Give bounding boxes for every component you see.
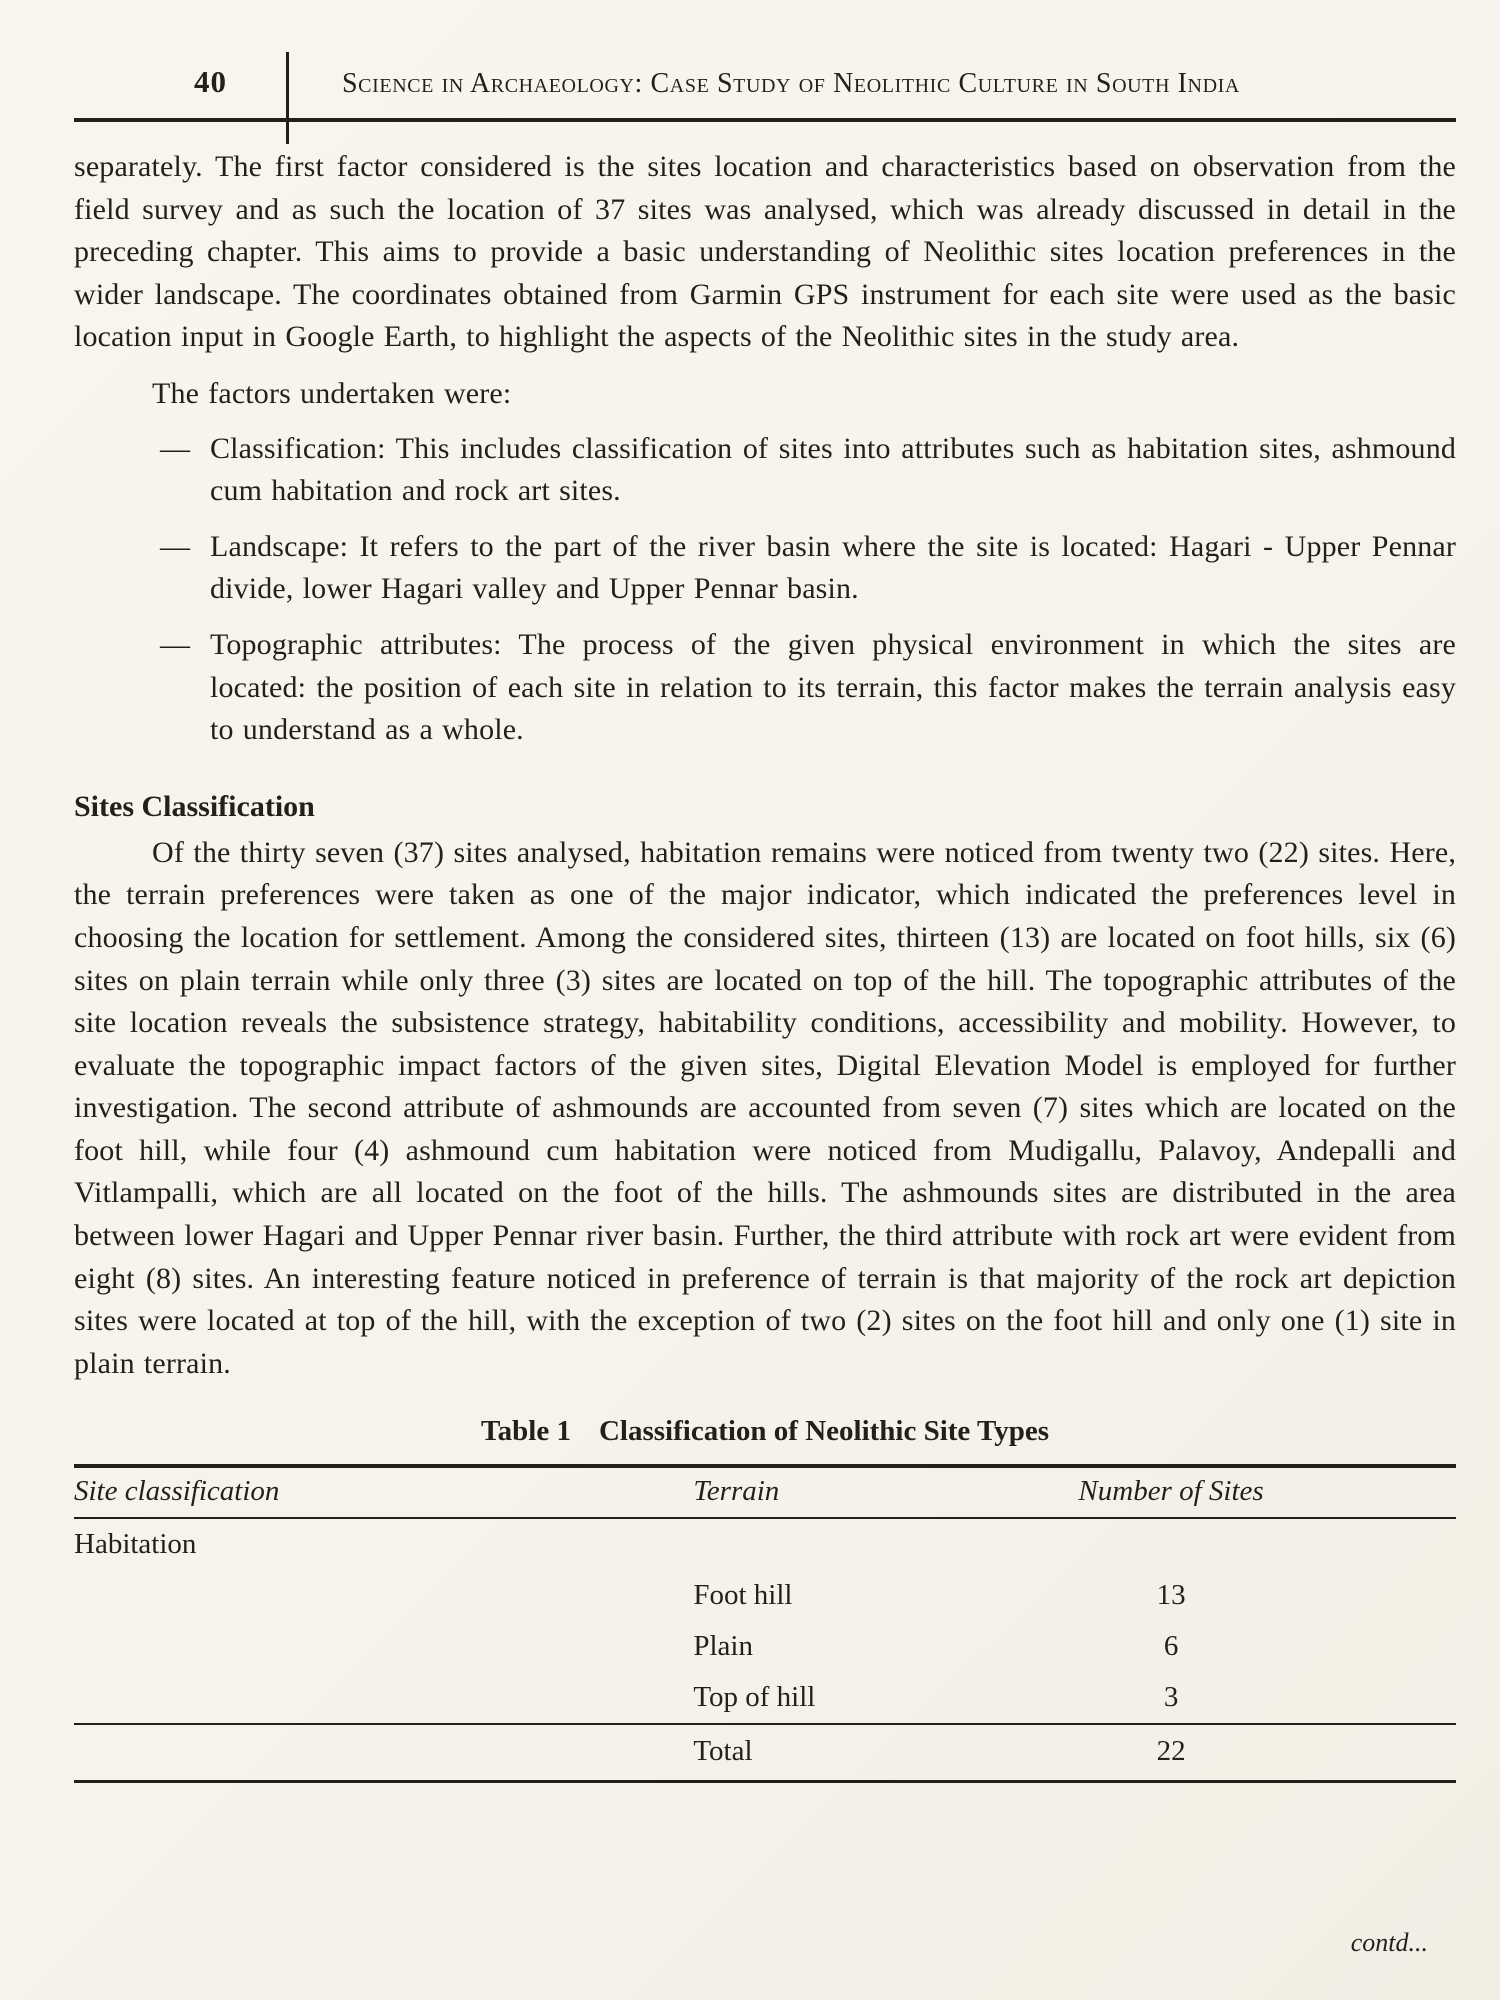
paragraph-continuation: separately. The first factor considered is the sites location and characteristics based on observation from the field survey and as such the location of 37 sites was analysed, which was already discussed in detail in the preceding chapter. This aims to provide a basic understanding of Neolithic sites location preferences in the wider landscape. The coordinates obtained from Garmin GPS instrument for each site were used as the basic location input in Google Earth, to highlight the aspects of the Neolithic sites in the study area. (74, 150, 1456, 354)
table-row (74, 1570, 1456, 1621)
cell-terrain: Total (693, 1724, 1078, 1782)
cell-terrain (693, 1518, 1078, 1570)
factors-intro: The factors undertaken were: (152, 376, 512, 410)
cell-count (1078, 1518, 1263, 1570)
table-total-row (74, 1724, 1456, 1782)
cell-spacer (1264, 1621, 1456, 1672)
paragraph-sites-classification: Of the thirty seven (37) sites analysed, habitation remains were noticed from twenty two (22) sites. Here, the terrain preferences were taken as one of the major indicator, which indicated the preferences level in choosing the location for settlement. Among the considered sites, thirteen (13) are located on foot hills, six (6) sites on plain terrain while only three (3) sites are located on top of the hill. The topographic attributes of the site location reveals the subsistence strategy, habitability conditions, accessibility and mobility. However, to evaluate the topographic impact factors of the given sites, Digital Elevation Model is employed for further investigation. The second attribute of ashmounds are accounted from seven (7) sites which are located on the foot hill, while four (4) ashmound cum habitation were noticed from Mudigallu, Palavoy, Andepalli and Vitlampalli, which are all located on the foot of the hills. The ashmounds sites are distributed in the area between lower Hagari and Upper Pennar river basin. Further, the third attribute with rock art were evident from eight (8) sites. An interesting feature noticed in preference of terrain is that majority of the rock art depiction sites were located at top of the hill, with the exception of two (2) sites on the foot hill and only one (1) site in plain terrain. (74, 835, 1456, 1380)
header-site-classification: Site classification (74, 1466, 693, 1518)
cell-terrain: Foot hill (693, 1579, 793, 1612)
cell-site (74, 1724, 693, 1782)
table-row (74, 1518, 1456, 1570)
table-row (74, 1621, 1456, 1672)
table-header-row (74, 1466, 1456, 1518)
running-title: Science in Archaeology: Case Study of Neolithic Culture in South India (342, 68, 1240, 99)
cell-spacer (1264, 1570, 1456, 1621)
dash-bullet: — (160, 627, 191, 661)
cell-spacer (1264, 1672, 1456, 1724)
table-caption-title: Classification of Neolithic Site Types (598, 1415, 1050, 1448)
cell-site (74, 1621, 693, 1672)
site-types-table (74, 1464, 1456, 1783)
list-item-text: Classification: This includes classification of sites into attributes such as habitation sites, ashmound cum habitation and rock art sites. (210, 431, 1456, 508)
table-row (74, 1672, 1456, 1724)
factors-list (160, 428, 1456, 752)
cell-site: Habitation (74, 1528, 197, 1561)
cell-spacer (1264, 1518, 1456, 1570)
header-horizontal-rule (74, 118, 1456, 122)
header-spacer (1264, 1466, 1456, 1518)
header-number-of-sites: Number of Sites (1078, 1466, 1263, 1518)
list-item (160, 428, 1456, 513)
list-item (160, 526, 1456, 611)
cell-terrain: Top of hill (693, 1681, 816, 1714)
continued-marker: contd... (1350, 1928, 1428, 1957)
cell-count: 3 (1163, 1681, 1179, 1714)
header-vertical-rule (286, 52, 289, 144)
list-item-text: Topographic attributes: The process of the given physical environment in which the sites are located: the position of each site in relation to its terrain, this factor makes the terrain analysis easy to understand as a whole. (210, 627, 1456, 747)
cell-count: 13 (1156, 1579, 1186, 1612)
cell-terrain: Plain (693, 1630, 753, 1663)
table-caption-label: Table 1 (480, 1415, 571, 1448)
cell-count: 6 (1163, 1630, 1179, 1663)
list-item (160, 624, 1456, 752)
dash-bullet: — (160, 431, 191, 465)
cell-count: 22 (1078, 1724, 1263, 1782)
cell-spacer (1264, 1724, 1456, 1782)
cell-site (74, 1672, 693, 1724)
page-number: 40 (194, 64, 227, 99)
list-item-text: Landscape: It refers to the part of the river basin where the site is located: Hagari - Upper Pennar divide, lower Hagari valley and Upper Pennar basin. (210, 529, 1456, 606)
cell-site (74, 1570, 693, 1621)
header-terrain: Terrain (693, 1466, 1078, 1518)
table-caption (74, 1415, 1456, 1448)
page-header (74, 56, 1456, 106)
dash-bullet: — (160, 529, 191, 563)
section-heading: Sites Classification (74, 789, 315, 823)
